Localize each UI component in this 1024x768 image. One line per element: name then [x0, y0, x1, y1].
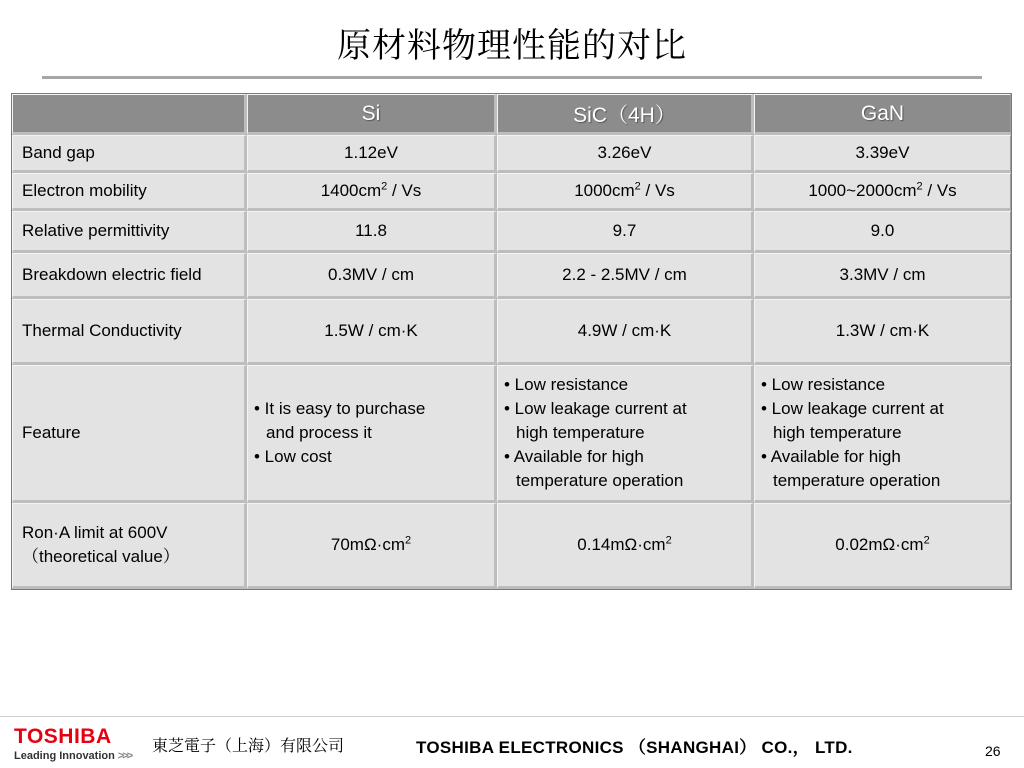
- table-row: [12, 503, 1011, 589]
- value-exponent: 2: [916, 180, 923, 193]
- row-label: Relative permittivity: [12, 211, 247, 253]
- feature-line: • Low leakage current at: [761, 399, 944, 418]
- company-name-en: TOSHIBA ELECTRONICS （SHANGHAI） CO.， LTD.: [416, 738, 853, 757]
- value-base: 70mΩ·cm: [330, 535, 405, 554]
- feature-line: • It is easy to purchase: [254, 399, 426, 418]
- table-row: [12, 365, 1011, 503]
- cell-sic: 4.9W / cm·K: [497, 299, 754, 365]
- cell-gan: [754, 503, 1011, 589]
- cell-si: 0.3MV / cm: [247, 253, 497, 299]
- cell-sic: [497, 365, 754, 503]
- feature-line: • Low resistance: [761, 375, 886, 394]
- cell-si: 1.5W / cm·K: [247, 299, 497, 365]
- feature-line: • Low cost: [254, 447, 332, 466]
- row-label: Electron mobility: [12, 173, 247, 211]
- feature-line: and process it: [266, 423, 372, 442]
- table-row: [12, 173, 1011, 211]
- value-base: 1400cm: [320, 181, 382, 200]
- cell-sic: 3.26eV: [497, 135, 754, 173]
- row-label: [12, 503, 247, 589]
- row-label: Breakdown electric field: [12, 253, 247, 299]
- value-base: 0.14mΩ·cm: [577, 535, 666, 554]
- header-sic: SiC（4H）: [497, 94, 754, 135]
- logo-wordmark: TOSHIBA: [14, 725, 112, 748]
- header-corner: [12, 94, 247, 135]
- value-unit: / Vs: [922, 181, 957, 200]
- feature-line: • Available for high: [761, 447, 901, 466]
- row-label: Thermal Conductivity: [12, 299, 247, 365]
- cell-gan: 3.39eV: [754, 135, 1011, 173]
- value-base: 1000cm: [574, 181, 635, 200]
- cell-sic: [497, 173, 754, 211]
- table-header-row: [12, 94, 1011, 135]
- table-row: [12, 135, 1011, 173]
- row-label-line: Ron·A limit at 600V: [22, 523, 168, 542]
- feature-line: • Low resistance: [504, 375, 629, 394]
- value-exponent: 2: [634, 180, 641, 193]
- header-si: Si: [247, 94, 497, 135]
- row-label: Band gap: [12, 135, 247, 173]
- chevron-right-icon: >>>: [117, 750, 132, 762]
- feature-line: • Low leakage current at: [504, 399, 687, 418]
- cell-si: [247, 173, 497, 211]
- cell-gan: 9.0: [754, 211, 1011, 253]
- cell-sic: 2.2 - 2.5MV / cm: [497, 253, 754, 299]
- cell-sic: [497, 503, 754, 589]
- cell-gan: 3.3MV / cm: [754, 253, 1011, 299]
- feature-line: temperature operation: [516, 471, 684, 490]
- logo-tagline: [14, 749, 144, 763]
- logo-tagline-text: Leading Innovation: [14, 750, 115, 762]
- footer-divider: [0, 716, 1024, 717]
- value-unit: / Vs: [640, 181, 675, 200]
- cell-sic: 9.7: [497, 211, 754, 253]
- toshiba-logo: [14, 727, 144, 763]
- row-label-line: （theoretical value）: [22, 547, 180, 566]
- feature-line: temperature operation: [773, 471, 941, 490]
- feature-line: high temperature: [773, 423, 902, 442]
- table-row: [12, 211, 1011, 253]
- company-name-cn: 東芝電子（上海）有限公司: [152, 736, 345, 755]
- feature-line: • Available for high: [504, 447, 644, 466]
- value-exponent: 2: [923, 534, 930, 547]
- cell-gan: 1.3W / cm·K: [754, 299, 1011, 365]
- value-exponent: 2: [404, 534, 412, 547]
- cell-si: 1.12eV: [247, 135, 497, 173]
- table-row: [12, 253, 1011, 299]
- comparison-table: [11, 93, 1012, 590]
- title-divider: [42, 76, 982, 79]
- cell-gan: [754, 365, 1011, 503]
- value-exponent: 2: [665, 534, 672, 547]
- cell-si: [247, 365, 497, 503]
- cell-si: [247, 503, 497, 589]
- header-gan: GaN: [754, 94, 1011, 135]
- value-base: 0.02mΩ·cm: [835, 535, 924, 554]
- cell-si: 11.8: [247, 211, 497, 253]
- value-exponent: 2: [381, 180, 388, 193]
- cell-gan: [754, 173, 1011, 211]
- table-row: [12, 299, 1011, 365]
- page-number: 26: [985, 743, 1001, 759]
- feature-line: high temperature: [516, 423, 645, 442]
- value-base: 1000~2000cm: [808, 181, 917, 200]
- row-label: Feature: [12, 365, 247, 503]
- slide-title: 原材料物理性能的对比: [337, 26, 687, 66]
- value-unit: / Vs: [387, 181, 422, 200]
